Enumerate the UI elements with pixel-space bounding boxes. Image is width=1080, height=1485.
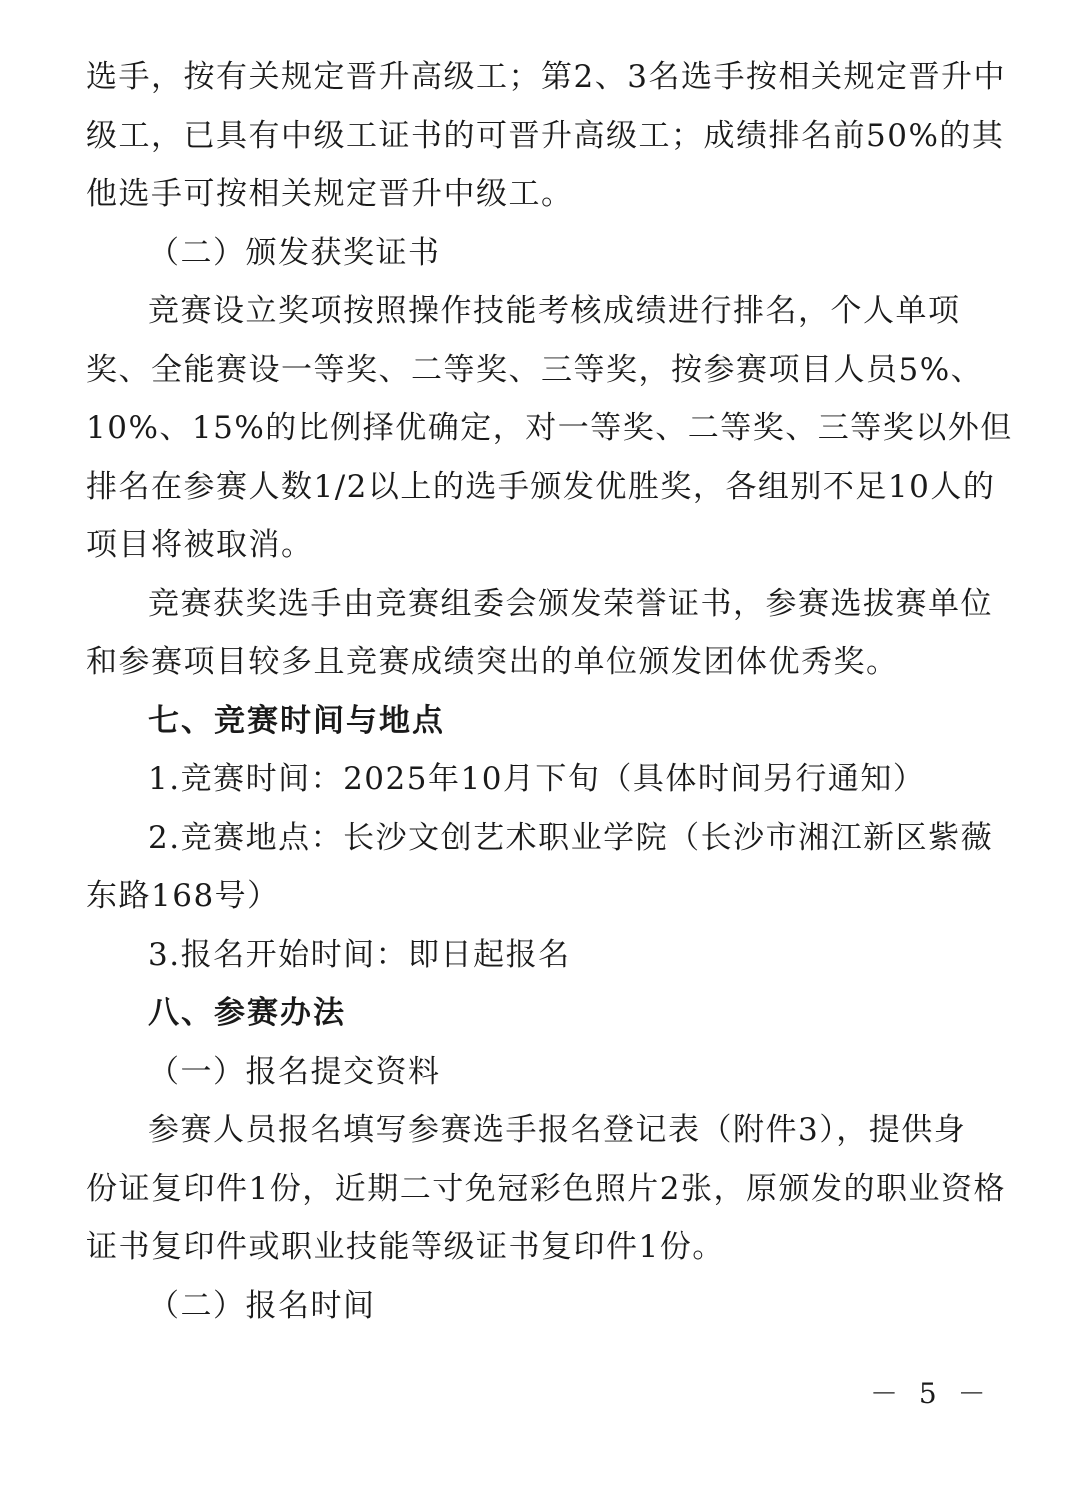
text-line: 他选手可按相关规定晋升中级工。 [86, 176, 574, 212]
text-line: 排名在参赛人数1/2以上的选手颁发优胜奖，各组别不足10人的 [86, 468, 996, 505]
section-heading-time-location: 七、竞赛时间与地点 [148, 702, 445, 739]
text-line: 1.竞赛时间：2025年10月下旬（具体时间另行通知） [148, 761, 926, 797]
text-line: 2.竞赛地点：长沙文创艺术职业学院（长沙市湘江新区紫薇 [148, 819, 994, 856]
text-line: 奖、全能赛设一等奖、二等奖、三等奖，按参赛项目人员5%、 [86, 351, 984, 388]
text-line: 东路168号） [86, 878, 280, 914]
text-line: 项目将被取消。 [86, 527, 314, 563]
text-line: 3.报名开始时间：即日起报名 [148, 936, 571, 973]
text-line: 级工，已具有中级工证书的可晋升高级工；成绩排名前50%的其 [86, 117, 1005, 154]
text-line: 10%、15%的比例择优确定，对一等奖、二等奖、三等奖以外但 [86, 410, 1013, 446]
text-line: 竞赛设立奖项按照操作技能考核成绩进行排名，个人单项 [148, 293, 961, 329]
text-line: 选手，按有关规定晋升高级工；第2、3名选手按相关规定晋升中 [86, 59, 1006, 95]
document-page [86, 48, 1013, 1335]
page-number: － 5 － [870, 1377, 992, 1410]
subsection-heading-awards: （二）颁发获奖证书 [148, 234, 441, 271]
text-line: 和参赛项目较多且竞赛成绩突出的单位颁发团体优秀奖。 [86, 644, 899, 680]
text-line: 参赛人员报名填写参赛选手报名登记表（附件3），提供身 [148, 1112, 967, 1148]
subsection-heading-registration-time: （二）报名时间 [148, 1287, 376, 1324]
subsection-heading-materials: （一）报名提交资料 [148, 1053, 441, 1090]
text-line: 竞赛获奖选手由竞赛组委会颁发荣誉证书，参赛选拔赛单位 [148, 585, 993, 622]
text-line: 份证复印件1份，近期二寸免冠彩色照片2张，原颁发的职业资格 [86, 1170, 1006, 1207]
section-heading-participation: 八、参赛办法 [148, 995, 346, 1031]
text-line: 证书复印件或职业技能等级证书复印件1份。 [86, 1229, 725, 1265]
